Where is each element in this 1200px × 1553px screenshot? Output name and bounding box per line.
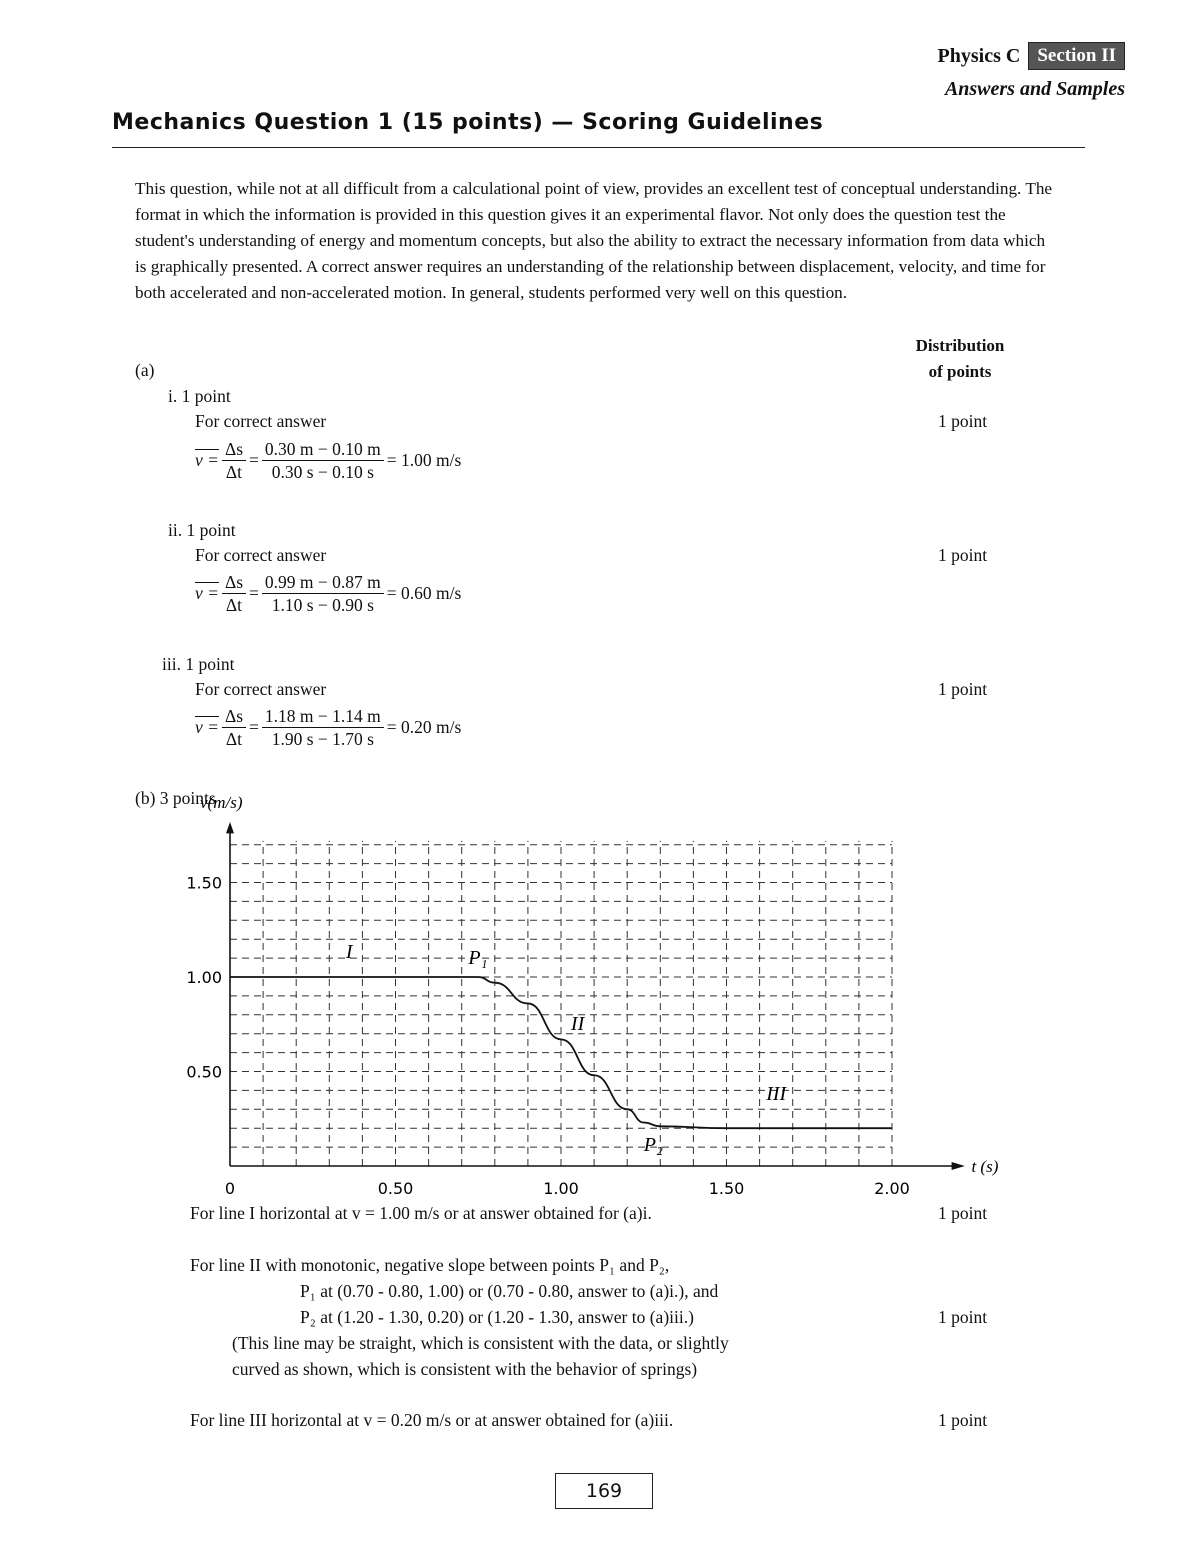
equation-lhs: v = <box>195 717 219 737</box>
header-subtitle: Answers and Samples <box>944 78 1125 100</box>
value-fraction <box>262 438 384 483</box>
title-divider <box>112 147 1085 148</box>
part-b-line3-points: 1 point <box>938 1410 988 1430</box>
part-b-line2-note2: curved as shown, which is consistent with the behavior of springs) <box>232 1359 698 1379</box>
subject-label: Physics C <box>937 44 1021 67</box>
part-b-line2-points: 1 point <box>938 1307 988 1327</box>
delta-t: Δt <box>225 729 243 749</box>
equation-result: = 0.60 m/s <box>386 583 462 603</box>
y-axis-arrow-icon <box>226 822 234 833</box>
y-axis-label: v(m/s) <box>200 793 243 813</box>
numerator: 0.30 m − 0.10 m <box>262 438 384 461</box>
part-b-line1-points: 1 point <box>938 1203 988 1223</box>
page-number: 169 <box>555 1473 653 1509</box>
header-subject <box>938 42 1125 70</box>
delta-fraction <box>222 705 246 750</box>
part-a-label: (a) <box>135 360 155 380</box>
equation-a-iii: v = $\frac{\Delta s}{\Delta t}$ = $\frac{1.18 m - 1.14 m}{1.90 s - 1.70 s}$ = 0.20 m/s <box>195 706 462 749</box>
x-tick-label: 0 <box>224 1179 236 1198</box>
part-a-i-text: For correct answer <box>195 411 327 431</box>
part-a-i-label: i. 1 point <box>168 386 231 406</box>
chart-grid <box>230 841 892 1166</box>
value-fraction <box>262 571 384 616</box>
x-axis-arrow-icon <box>952 1162 965 1170</box>
part-b-line2-p2: P₂ at (1.20 - 1.30, 0.20) or (1.20 - 1.30, answer to (a)iii.) <box>300 1307 694 1327</box>
part-a-iii-label: iii. 1 point <box>162 654 235 674</box>
distribution-heading-line2: of points <box>928 362 992 381</box>
distribution-heading-line1: Distribution <box>915 336 1005 355</box>
numerator: 1.18 m − 1.14 m <box>262 705 384 728</box>
numerator: 0.99 m − 0.87 m <box>262 571 384 594</box>
y-tick-label: 1.50 <box>186 873 222 893</box>
part-a-iii-points: 1 point <box>938 679 988 699</box>
equation-result: = 0.20 m/s <box>386 717 462 737</box>
denominator: 1.10 s − 0.90 s <box>271 595 374 615</box>
value-fraction <box>262 705 384 750</box>
equation-a-i: v = $\frac{\Delta s}{\Delta t}$ = $\frac{0.30 m - 0.10 m}{0.30 s - 0.10 s}$ = 1.00 m/s <box>195 439 462 482</box>
x-tick-label: 1.00 <box>543 1179 579 1198</box>
chart-annotations <box>345 941 788 1156</box>
equation-lhs: v = <box>195 583 219 603</box>
part-a-iii-text: For correct answer <box>195 679 327 699</box>
distribution-heading <box>880 333 1040 385</box>
part-b-line2-note1: (This line may be straight, which is consistent with the data, or slightly <box>232 1333 729 1353</box>
part-a-ii-points: 1 point <box>938 545 988 565</box>
section-badge: Section II <box>1028 42 1125 70</box>
delta-s: Δs <box>222 705 246 728</box>
intro-paragraph: This question, while not at all difficult from a calculational point of view, provides an excellent test of conceptual understanding. The format in which the information is provided in this question gives it an experimental flavor. Not only does the question test the student's understanding of energy and momentum concepts, but also the ability to extract the necessary information from data which is graphically presented. A correct answer requires an understanding of the relationship between displacement, velocity, and time for both accelerated and non-accelerated motion. In general, students performed very well on this question. <box>135 179 1053 302</box>
x-axis-label: t (s) <box>971 1157 999 1176</box>
part-b-label: (b) 3 points <box>135 788 216 808</box>
denominator: 1.90 s − 1.70 s <box>271 729 374 749</box>
delta-t: Δt <box>225 462 243 482</box>
x-tick-label: 2.00 <box>874 1179 910 1198</box>
part-b-line2-lead: For line II with monotonic, negative slope between points P₁ and P₂, <box>190 1255 670 1275</box>
equation-a-ii: v = $\frac{\Delta s}{\Delta t}$ = $\frac{0.99 m - 0.87 m}{1.10 s - 0.90 s}$ = 0.60 m/s <box>195 572 462 615</box>
part-a-ii-text: For correct answer <box>195 545 327 565</box>
delta-fraction <box>222 571 246 616</box>
curve-annotation: II <box>570 1012 585 1035</box>
x-tick-label: 0.50 <box>377 1179 414 1198</box>
part-b-line1: For line I horizontal at v = 1.00 m/s or at answer obtained for (a)i. <box>190 1203 652 1223</box>
curve-annotation: P₁ <box>468 946 488 969</box>
x-tick-label: 1.50 <box>708 1179 745 1198</box>
equation-result: = 1.00 m/s <box>386 450 462 470</box>
delta-t: Δt <box>225 595 243 615</box>
delta-s: Δs <box>222 438 246 461</box>
curve-annotation: I <box>345 941 353 964</box>
page-title: Mechanics Question 1 (15 points) — Scoring Guidelines <box>112 110 824 135</box>
y-tick-label: 0.50 <box>186 1062 222 1082</box>
equation-lhs: v = <box>195 450 219 470</box>
part-b-line2-p1: P₁ at (0.70 - 0.80, 1.00) or (0.70 - 0.80, answer to (a)i.), and <box>300 1281 719 1301</box>
delta-fraction <box>222 438 246 483</box>
part-a-ii-label: ii. 1 point <box>168 520 236 540</box>
curve-annotation: P₂ <box>643 1133 663 1156</box>
part-a-i-points: 1 point <box>938 411 988 431</box>
part-b-line3: For line III horizontal at v = 0.20 m/s or at answer obtained for (a)iii. <box>190 1410 674 1430</box>
delta-s: Δs <box>222 571 246 594</box>
denominator: 0.30 s − 0.10 s <box>271 462 374 482</box>
y-tick-label: 1.00 <box>186 968 222 987</box>
curve-annotation: III <box>766 1082 787 1105</box>
